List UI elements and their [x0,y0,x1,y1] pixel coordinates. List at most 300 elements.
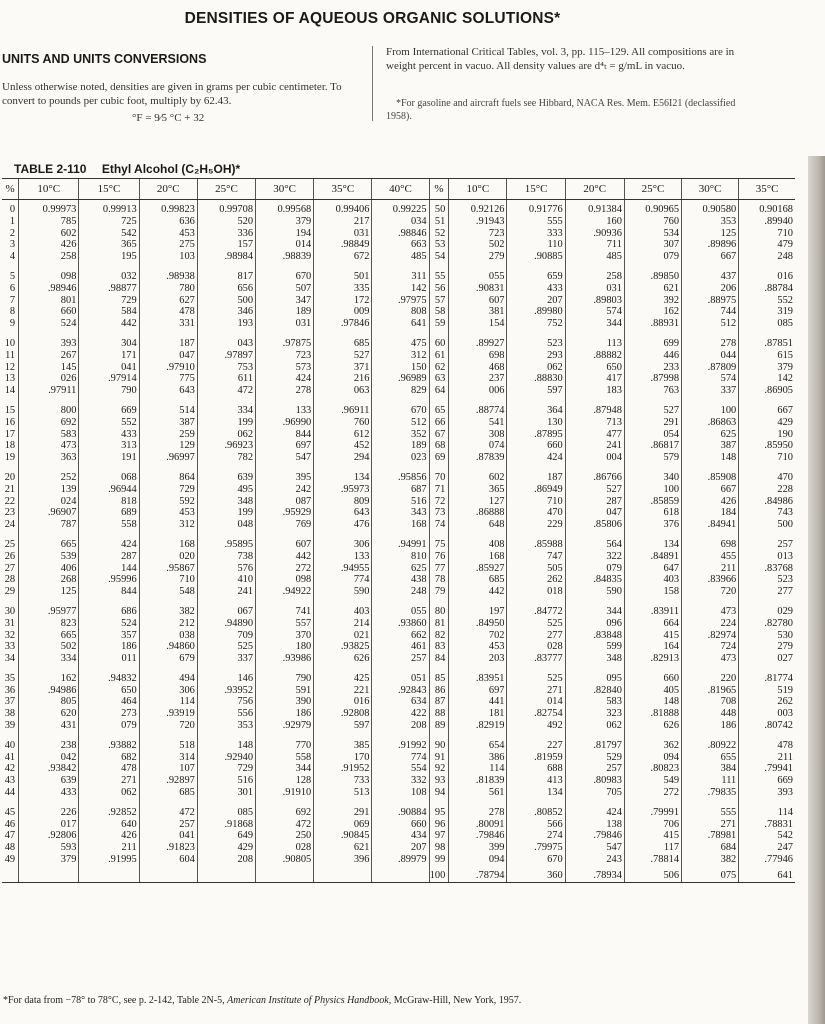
percent-cell [2,535,19,602]
density-value: 306 [179,684,195,696]
density-value: 660 [410,818,427,830]
percent-value: 47 [4,830,16,842]
density-value: 190 [777,428,793,440]
density-value: 186 [295,708,312,720]
density-value: 062 [606,720,622,732]
density-value: 725 [121,215,137,227]
density-value: 667 [777,404,793,416]
density-value: 648 [488,519,505,531]
density-value: 074 [488,440,505,452]
density-value: 442 [121,318,137,330]
percent-value: 95 [434,806,446,818]
density-value: 785 [60,215,77,227]
density-value: 485 [606,251,622,263]
density-value: 579 [663,452,680,464]
percent-cell [2,669,19,736]
density-value: 301 [237,787,254,799]
density-value: 055 [410,605,427,617]
density-value: 129 [179,440,195,452]
fuel-footnote: *For gasoline and aircraft fuels see Hibbard, NACA Res. Mem. E56I21 (declassified 1958). [386,98,736,122]
empty-cell [2,870,19,882]
percent-value: 97 [434,830,446,842]
density-value: 455 [720,550,737,562]
density-value: 363 [60,452,77,464]
density-value: .88931 [650,318,680,330]
density-value: 573 [295,361,312,373]
density-value: 426 [121,830,137,842]
density-cell [197,267,255,334]
density-value: 257 [777,538,793,550]
table-row-100 [2,870,795,882]
density-value: .92843 [397,684,427,696]
density-value: 523 [777,574,793,586]
density-value: 634 [410,696,427,708]
density-value: 048 [237,519,254,531]
percent-value: 17 [4,428,16,440]
density-value: .79975 [534,842,563,854]
density-value: 0.99823 [161,204,195,215]
density-value: .93882 [108,739,137,751]
density-cell [507,401,565,468]
units-text: Unless otherwise noted, densities are given in grams per cubic centimeter. To convert to pounds per cubic foot, multiply by 62.43. [2,81,342,107]
density-value: .80823 [650,763,680,775]
density-value: 590 [353,586,370,598]
density-value: 844 [295,428,312,440]
density-value: 710 [777,452,793,464]
density-value: 111 [721,775,737,787]
density-value: 554 [410,763,427,775]
density-value: 0.91776 [528,204,563,215]
density-value: 243 [606,854,622,866]
density-value: 552 [121,416,137,428]
density-value: 385 [353,739,370,751]
percent-value: 10 [4,337,16,349]
density-value: 502 [488,239,505,251]
density-value: 477 [606,428,622,440]
density-value: 386 [488,751,505,763]
density-value: 592 [179,495,195,507]
density-value: .97846 [340,318,370,330]
density-value: .87809 [707,361,737,373]
percent-value: 68 [434,440,446,452]
percent-value: 0 [9,204,16,215]
density-value: 211 [777,751,793,763]
column-divider [372,46,373,121]
density-value: 360 [507,870,565,882]
percent-value: 91 [434,751,446,763]
density-value: 524 [60,318,77,330]
density-cell [139,267,197,334]
density-value: 787 [60,519,77,531]
density-value: 028 [547,641,563,653]
density-value: 248 [777,251,793,263]
density-value: 643 [179,385,195,397]
density-cell [372,267,429,334]
percent-value: 100 [429,870,449,882]
density-value: .86905 [764,385,793,397]
density-value: .95996 [108,574,137,586]
density-value: 041 [121,361,137,373]
percent-cell [429,267,449,334]
density-value: 047 [606,507,622,519]
density-value: 647 [663,562,680,574]
density-value: 031 [606,282,622,294]
density-table [2,178,795,883]
percent-value: 48 [4,842,16,854]
density-cell [507,267,565,334]
density-value: .84950 [475,617,505,629]
density-value: 602 [488,471,505,483]
density-value: .93860 [397,617,427,629]
density-value: 148 [237,739,254,751]
density-cell [449,736,507,803]
density-value: 426 [60,239,77,251]
density-cell [256,200,314,267]
density-cell [739,535,795,602]
density-value: 125 [60,586,77,598]
density-value: 278 [720,337,737,349]
density-value: 660 [663,672,680,684]
density-value: 663 [410,239,427,251]
density-value: 390 [295,696,312,708]
percent-cell [2,334,19,401]
density-value: 0.90965 [645,204,680,215]
empty-cell [19,870,79,882]
percent-value: 15 [4,404,16,416]
density-value: .93919 [166,708,195,720]
density-value: .83777 [534,653,563,665]
density-value: 014 [295,239,312,251]
density-value: .82780 [764,617,793,629]
percent-cell [429,200,449,267]
density-value: 187 [179,337,195,349]
density-value: 659 [547,270,563,282]
column-header: 30°C [256,179,314,200]
percent-value: 76 [434,550,446,562]
density-value: 168 [410,519,427,531]
empty-cell [139,870,197,882]
density-cell [197,736,255,803]
density-value: 429 [237,842,254,854]
density-value: 618 [663,507,680,519]
percent-cell [429,669,449,736]
density-value: 710 [179,574,195,586]
density-value: 024 [60,495,77,507]
density-cell [372,468,429,535]
table-caption: Ethyl Alcohol (C₂H₅OH)* [101,162,241,176]
density-value: 031 [295,318,312,330]
percent-value: 16 [4,416,16,428]
percent-value: 85 [434,672,446,684]
density-value: .87839 [475,452,505,464]
density-value: 304 [121,337,137,349]
density-value: .98877 [108,282,137,294]
density-value: 541 [488,416,505,428]
density-value: .85988 [534,538,563,550]
density-value: 031 [353,227,370,239]
density-value: 464 [121,696,137,708]
density-value: 228 [777,483,793,495]
density-value: 604 [179,854,195,866]
density-value: 705 [606,787,622,799]
density-value: 011 [121,653,137,665]
percent-value: 12 [4,361,16,373]
density-cell [314,736,372,803]
density-value: 424 [121,538,137,550]
density-value: .82840 [593,684,622,696]
density-value: .90831 [475,282,505,294]
density-cell [565,401,624,468]
density-value: 808 [410,306,427,318]
density-value: 150 [410,361,427,373]
density-value: 547 [606,842,622,854]
density-value: 753 [237,361,254,373]
density-value: 079 [121,720,137,732]
percent-value: 3 [9,239,16,251]
density-cell [197,401,255,468]
percent-value: 44 [4,787,16,799]
density-cell [624,803,681,870]
empty-cell [256,870,314,882]
density-value: 512 [410,416,427,428]
percent-cell [429,803,449,870]
density-value: .97897 [224,349,254,361]
page-title: DENSITIES OF AQUEOUS ORGANIC SOLUTIONS* [184,10,561,27]
density-value: 670 [547,854,563,866]
density-value: 591 [295,684,312,696]
table-row-group [2,803,795,870]
density-value: 307 [663,239,680,251]
density-value: .90885 [534,251,563,263]
density-value: .88975 [707,294,737,306]
density-value: 287 [121,550,137,562]
empty-cell [197,870,255,882]
density-value: 376 [663,519,680,531]
density-value: 125 [720,227,737,239]
density-cell [682,803,739,870]
density-value: .91992 [397,739,427,751]
density-value: 259 [179,428,195,440]
density-value: 640 [121,818,137,830]
density-value: 134 [663,538,680,550]
percent-value: 35 [4,672,16,684]
density-value: 625 [410,562,427,574]
percent-value: 73 [434,507,446,519]
density-cell [372,401,429,468]
density-value: 0.99708 [219,204,254,215]
density-cell [372,334,429,401]
density-value: 424 [547,452,563,464]
density-value: 0.92126 [470,204,505,215]
density-value: 079 [663,251,680,263]
table-row-group [2,334,795,401]
density-value: 224 [720,617,737,629]
percent-value: 65 [434,404,446,416]
density-value: 216 [353,373,370,385]
density-value: 829 [410,385,427,397]
density-value: 353 [237,720,254,732]
density-value: .92940 [224,751,254,763]
percent-value: 74 [434,519,446,531]
density-cell [372,669,429,736]
density-cell [139,334,197,401]
density-value: 277 [777,586,793,598]
density-value: 720 [720,586,737,598]
percent-value: 13 [4,373,16,385]
density-value: 332 [410,775,427,787]
density-value: 272 [295,562,312,574]
density-cell [314,468,372,535]
density-cell [197,200,255,267]
percent-cell [2,736,19,803]
density-value: 187 [547,471,563,483]
empty-cell [372,870,429,882]
density-cell [624,602,681,669]
density-value: 612 [353,428,370,440]
density-value: 207 [410,842,427,854]
density-value: 641 [739,870,795,882]
density-value: 068 [121,471,137,483]
density-value: .84941 [707,519,737,531]
density-value: 322 [606,550,622,562]
density-value: .83848 [593,629,622,641]
density-value: 095 [606,672,622,684]
density-value: .86888 [475,507,505,519]
percent-value: 40 [4,739,16,751]
density-value: .78831 [764,818,793,830]
percent-cell [2,401,19,468]
density-cell [197,803,255,870]
density-value: 199 [237,507,254,519]
density-cell [565,736,624,803]
density-cell [739,200,795,267]
density-value: 593 [60,842,77,854]
density-value: 405 [663,684,680,696]
density-value: 685 [353,337,370,349]
percent-value: 6 [9,282,16,294]
density-value: 344 [606,605,622,617]
density-value: .85927 [475,562,505,574]
density-cell [256,535,314,602]
density-value: 527 [606,483,622,495]
density-value: 094 [663,751,680,763]
density-value: 207 [547,294,563,306]
density-value: 478 [777,739,793,751]
density-value: 670 [295,270,312,282]
density-value: .88774 [475,404,505,416]
density-value: 287 [606,495,622,507]
density-value: 478 [121,763,137,775]
density-value: .95895 [224,538,254,550]
density-value: 103 [179,251,195,263]
density-value: 384 [720,763,737,775]
density-cell [314,602,372,669]
density-value: 382 [179,605,195,617]
density-value: 279 [488,251,505,263]
density-value: 154 [488,318,505,330]
density-value: 558 [121,519,137,531]
density-value: 041 [179,830,195,842]
density-value: 0.99406 [335,204,370,215]
density-value: .82919 [475,720,505,732]
density-value: 227 [547,739,563,751]
density-cell [372,736,429,803]
density-value: 096 [606,617,622,629]
density-value: 138 [606,818,622,830]
density-value: 518 [179,739,195,751]
density-value: 864 [179,471,195,483]
density-value: 738 [237,550,254,562]
density-cell [197,468,255,535]
density-value: 431 [60,720,77,732]
density-cell [197,669,255,736]
density-cell [19,468,79,535]
density-cell [19,401,79,468]
density-value: 584 [121,306,137,318]
percent-value: 93 [434,775,446,787]
density-cell [314,535,372,602]
density-value: .84891 [650,550,680,562]
density-value: .89980 [534,306,563,318]
density-value: 212 [179,617,195,629]
density-value: .95977 [47,605,77,617]
density-value: 476 [353,519,370,531]
density-value: 529 [606,751,622,763]
density-value: 501 [353,270,370,282]
density-value: .93952 [224,684,254,696]
source-text: From International Critical Tables, vol. 3, pp. 115–129. All compositions are in weight percent in vacuo. All density values are d⁴ₜ = g/mL in vacuo. [386,46,735,72]
percent-value: 31 [4,617,16,629]
density-value: .88830 [534,373,563,385]
density-value: .92979 [282,720,312,732]
density-value: 094 [488,854,505,866]
density-value: 665 [60,538,77,550]
density-value: 760 [663,215,680,227]
density-value: 399 [488,842,505,854]
density-value: 382 [720,854,737,866]
density-value: 710 [777,227,793,239]
density-value: 387 [179,416,195,428]
density-value: 590 [606,586,622,598]
percent-value: 92 [434,763,446,775]
percent-value: 24 [4,519,16,531]
density-value: .82913 [650,653,680,665]
density-value: 468 [488,361,505,373]
density-value: .86817 [650,440,680,452]
density-value: 687 [410,483,427,495]
density-cell [624,267,681,334]
density-value: .95929 [282,507,312,519]
density-value: 127 [488,495,505,507]
density-cell [739,334,795,401]
density-value: .81888 [650,708,680,720]
column-header: 10°C [449,179,507,200]
density-value: 0.99973 [42,204,77,215]
density-value: 492 [547,720,563,732]
density-value: 473 [720,653,737,665]
column-header: 35°C [739,179,795,200]
density-value: 194 [295,227,312,239]
percent-cell [429,401,449,468]
density-value: 241 [237,586,254,598]
density-value: 211 [121,842,137,854]
density-value: 079 [606,562,622,574]
density-value: 413 [547,775,563,787]
density-value: 034 [410,215,427,227]
percent-value: 20 [4,471,16,483]
percent-cell [429,736,449,803]
density-cell [507,468,565,535]
